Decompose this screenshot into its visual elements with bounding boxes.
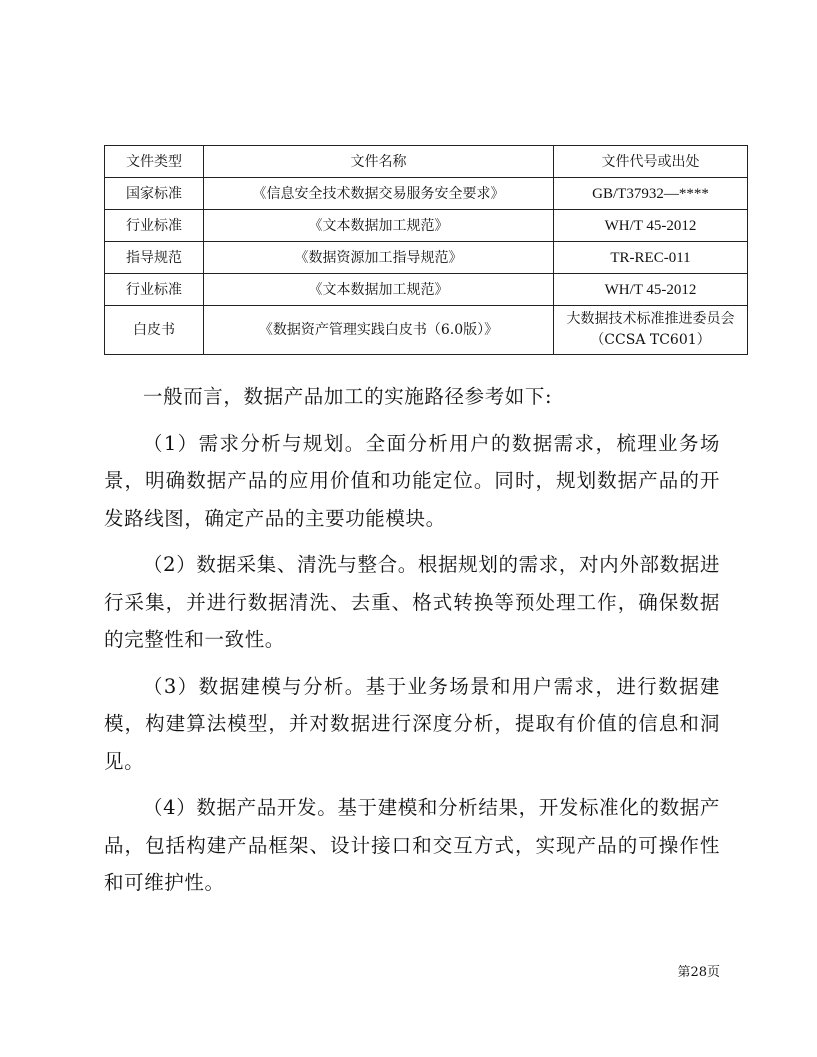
cell-type: 行业标准 <box>105 210 204 242</box>
paragraph-step-4: （4）数据产品开发。基于建模和分析结果，开发标准化的数据产品，包括构建产品框架、设计接口和交互方式，实现产品的可操作性和可维护性。 <box>104 796 720 894</box>
cell-code: GB/T37932—**** <box>554 178 748 210</box>
cell-type: 国家标准 <box>105 178 204 210</box>
reference-documents-table <box>104 145 748 355</box>
cell-code: 大数据技术标准推进委员会（CCSA TC601） <box>554 306 748 355</box>
table-row <box>105 306 748 355</box>
cell-code: TR-REC-011 <box>554 242 748 274</box>
cell-type: 行业标准 <box>105 274 204 306</box>
paragraph-step-3: （3）数据建模与分析。基于业务场景和用户需求，进行数据建模，构建算法模型，并对数据进行深度分析，提取有价值的信息和洞见。 <box>104 674 720 773</box>
cell-code: WH/T 45-2012 <box>554 274 748 306</box>
cell-name: 《信息安全技术数据交易服务安全要求》 <box>204 178 554 210</box>
header-cell-name: 文件名称 <box>204 146 554 178</box>
paragraph-intro: 一般而言，数据产品加工的实施路径参考如下: <box>143 385 553 408</box>
body-text <box>104 378 720 911</box>
header-cell-type: 文件类型 <box>105 146 204 178</box>
cell-name: 《文本数据加工规范》 <box>204 210 554 242</box>
cell-name: 《数据资源加工指导规范》 <box>204 242 554 274</box>
cell-code: WH/T 45-2012 <box>554 210 748 242</box>
table-row <box>105 210 748 242</box>
paragraph-step-1: （1）需求分析与规划。全面分析用户的数据需求，梳理业务场景，明确数据产品的应用价值和功能定位。同时，规划数据产品的开发路线图，确定产品的主要功能模块。 <box>104 431 720 530</box>
cell-name: 《文本数据加工规范》 <box>204 274 554 306</box>
table-row <box>105 178 748 210</box>
table-row <box>105 274 748 306</box>
header-cell-code: 文件代号或出处 <box>554 146 748 178</box>
cell-type: 白皮书 <box>105 306 204 355</box>
paragraph-step-2: （2）数据采集、清洗与整合。根据规划的需求，对内外部数据进行采集，并进行数据清洗、去重、格式转换等预处理工作，确保数据的完整性和一致性。 <box>104 553 720 651</box>
page-number: 第28页 <box>677 965 720 980</box>
cell-name: 《数据资产管理实践白皮书（6.0版）》 <box>204 306 554 355</box>
table-row <box>105 242 748 274</box>
cell-type: 指导规范 <box>105 242 204 274</box>
table-header-row <box>105 146 748 178</box>
